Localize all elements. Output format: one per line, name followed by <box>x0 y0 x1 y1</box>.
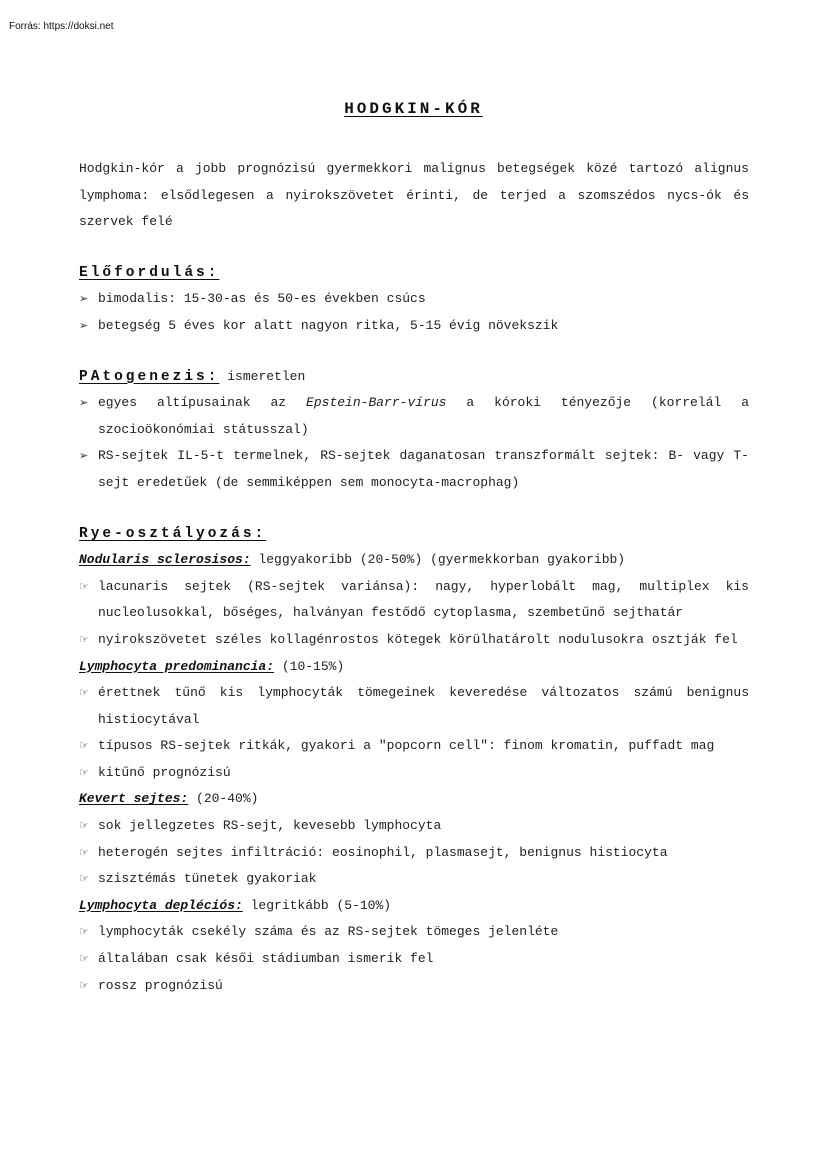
list-item: ☞ sok jellegzetes RS-sejt, kevesebb lymphocyta <box>79 813 749 840</box>
patogenezis-heading: PAtogenezis: <box>79 368 220 385</box>
pointing-hand-bullet-icon: ☞ <box>79 872 89 886</box>
list-item: ➢ betegség 5 éves kor alatt nagyon ritka, 5-15 évig növekszik <box>79 313 749 340</box>
list-item: ☞ rossz prognózisú <box>79 973 749 1000</box>
arrowhead-bullet-icon: ➢ <box>79 449 89 463</box>
list-item: ➢ RS-sejtek IL-5-t termelnek, RS-sejtek daganatosan transzformált sejtek: B- vagy T-sejt eredetűek (de semmiképpen sem monocyta-macrophag) <box>79 443 749 496</box>
pointing-hand-bullet-icon: ☞ <box>79 978 89 992</box>
list-item: ☞ érettnek tűnő kis lymphocyták tömegeinek keveredése változatos számú benignus histiocytával <box>79 680 749 733</box>
subtype-heading: Lymphocyta predominancia: (10-15%) <box>79 658 345 674</box>
list-item: ☞ nyirokszövetet széles kollagénrostos kötegek körülhatárolt nodulusokra osztják fel <box>79 627 749 654</box>
subtype-heading: Nodularis sclerosisos: leggyakoribb (20-50%) (gyermekkorban gyakoribb) <box>79 552 626 568</box>
pointing-hand-bullet-icon: ☞ <box>79 819 89 833</box>
list-item: ☞ heterogén sejtes infiltráció: eosinophil, plasmasejt, benignus histiocyta <box>79 840 749 867</box>
patogenezis-section <box>79 364 749 497</box>
pointing-hand-bullet-icon: ☞ <box>79 952 89 966</box>
patogenezis-heading-row <box>79 364 749 391</box>
source-note: Forrás: https://doksi.net <box>9 21 114 32</box>
elofordulas-section <box>79 260 749 340</box>
page-title: HODGKIN-KÓR <box>344 100 483 118</box>
list-item: ☞ típusos RS-sejtek ritkák, gyakori a "popcorn cell": finom kromatin, puffadt mag <box>79 733 749 760</box>
elofordulas-heading: Előfordulás: <box>79 264 220 281</box>
arrowhead-bullet-icon: ➢ <box>79 292 89 306</box>
list-item: ☞ szisztémás tünetek gyakoriak <box>79 866 749 893</box>
list-item: ☞ lymphocyták csekély száma és az RS-sejtek tömeges jelenléte <box>79 919 749 946</box>
patogenezis-heading-note: ismeretlen <box>227 368 306 384</box>
arrowhead-bullet-icon: ➢ <box>79 396 89 410</box>
pointing-hand-bullet-icon: ☞ <box>79 925 89 939</box>
subtype-heading: Lymphocyta depléciós: legritkább (5-10%) <box>79 897 392 913</box>
intro-paragraph: Hodgkin-kór a jobb prognózisú gyermekkori malignus betegségek közé tartozó alignus lymphoma: elsődlegesen a nyirokszövetet érinti, de terjed a szomszédos nycs-ók és szervek felé <box>79 161 749 230</box>
list-item: ➢ bimodalis: 15-30-as és 50-es években csúcs <box>79 286 749 313</box>
list-item: ☞ általában csak késői stádiumban ismerik fel <box>79 946 749 973</box>
list-item: ☞ kitűnő prognózisú <box>79 760 749 787</box>
pointing-hand-bullet-icon: ☞ <box>79 765 89 779</box>
virus-name: Epstein-Barr-vírus <box>306 395 447 411</box>
document-body <box>79 156 749 999</box>
subtype-heading: Kevert sejtes: (20-40%) <box>79 791 259 807</box>
pointing-hand-bullet-icon: ☞ <box>79 632 89 646</box>
rye-section <box>79 521 749 1000</box>
pointing-hand-bullet-icon: ☞ <box>79 739 89 753</box>
list-item: ➢ egyes altípusainak az Epstein-Barr-vírus a kóroki tényezője (korrelál a szocioökonómiai státusszal) <box>79 390 749 443</box>
list-item: ☞ lacunaris sejtek (RS-sejtek variánsa): nagy, hyperlobált mag, multiplex kis nucleolusokkal, bőséges, halványan festődő cytoplasma, szembetűnő sejthatár <box>79 574 749 627</box>
rye-heading: Rye-osztályozás: <box>79 525 267 542</box>
pointing-hand-bullet-icon: ☞ <box>79 579 89 593</box>
arrowhead-bullet-icon: ➢ <box>79 318 89 332</box>
pointing-hand-bullet-icon: ☞ <box>79 686 89 700</box>
pointing-hand-bullet-icon: ☞ <box>79 845 89 859</box>
